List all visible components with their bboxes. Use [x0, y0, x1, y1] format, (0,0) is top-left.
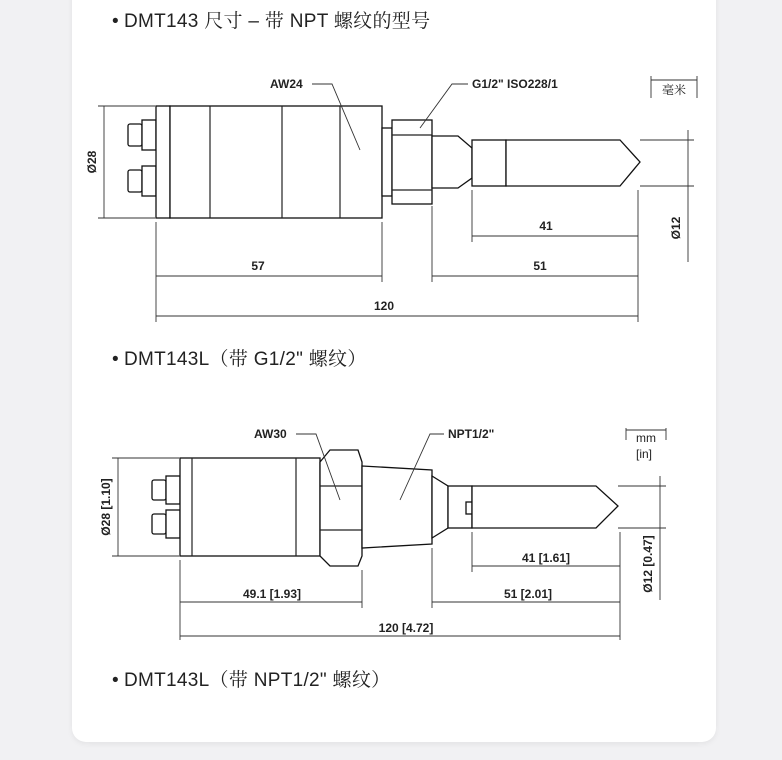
probe-neck [432, 136, 472, 188]
probe-sleeve [472, 140, 506, 186]
unit-in: [in] [635, 447, 653, 461]
dim-57: 57 [251, 259, 265, 273]
unit-label: 毫米 [661, 83, 687, 97]
aw-label: AW30 [254, 427, 287, 441]
caption-text: DMT143L（带 NPT1/2" 螺纹） [124, 670, 391, 691]
dia-probe-label: Ø12 [0.47] [641, 535, 655, 593]
dia-probe-label: Ø12 [669, 216, 683, 240]
thread-nut [392, 120, 432, 204]
hex-nut [320, 450, 362, 566]
dim-41: 41 [1.61] [521, 551, 571, 565]
dia-body-label: Ø28 [85, 150, 99, 174]
drawing-1 [85, 76, 697, 322]
npt-thread [362, 466, 432, 548]
dim-51: 51 [2.01] [503, 587, 553, 601]
thread-label: NPT1/2" [448, 427, 495, 441]
caption-text: DMT143 尺寸 – 带 NPT 螺纹的型号 [124, 11, 431, 32]
thread-label: G1/2" ISO228/1 [472, 77, 558, 91]
body-housing [180, 458, 320, 556]
dim-41: 41 [539, 219, 553, 233]
aw-label: AW24 [270, 77, 303, 91]
connector-pins [128, 120, 156, 196]
hex-collar [382, 128, 392, 196]
probe-tip [472, 486, 618, 528]
body-cap [156, 106, 170, 218]
body-housing [170, 106, 382, 218]
unit-box [626, 428, 666, 461]
probe-tip [506, 140, 640, 186]
dim-120: 120 [4.72] [378, 621, 434, 635]
bullet: • [112, 670, 119, 691]
bullet: • [112, 11, 119, 32]
dim-120: 120 [373, 299, 395, 313]
dim-49: 49.1 [1.93] [242, 587, 302, 601]
drawing-2 [99, 427, 666, 640]
unit-box [651, 76, 697, 98]
unit-mm: mm [636, 431, 656, 445]
dia-body-label: Ø28 [1.10] [99, 478, 113, 536]
bullet: • [112, 349, 119, 370]
caption-text: DMT143L（带 G1/2" 螺纹） [124, 349, 367, 370]
connector-pins [152, 476, 180, 538]
dim-51: 51 [533, 259, 547, 273]
